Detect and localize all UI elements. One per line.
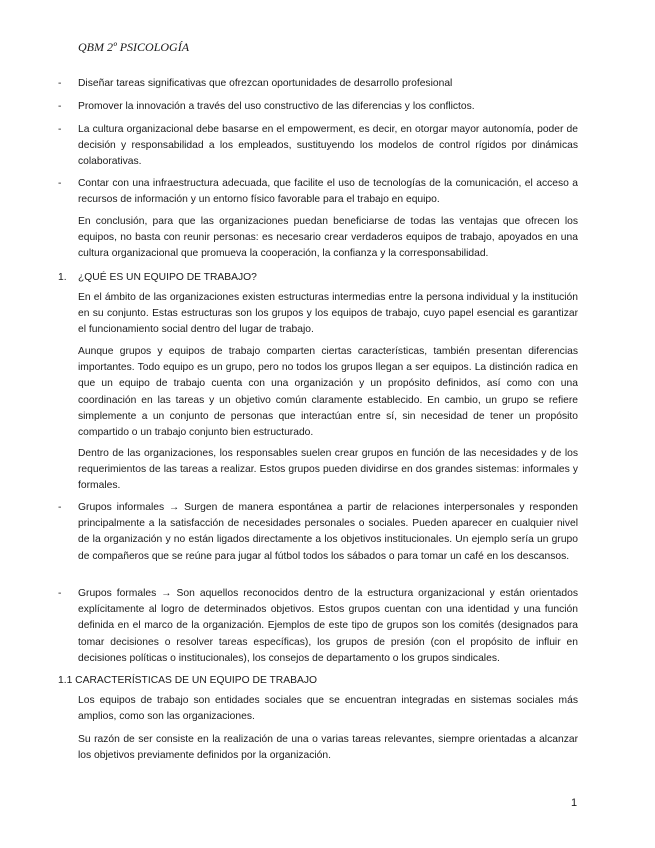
bullet-marker: - [58, 502, 62, 513]
subsection-paragraph: Los equipos de trabajo son entidades sociales que se encuentran integradas en sistemas sociales más amplios, como son las organizaciones. [78, 695, 578, 723]
conclusion-paragraph: En conclusión, para que las organizaciones puedan beneficiarse de todas las ventajas que ofrecen los equipos, no basta con reunir personas: es necesario crear verdaderos equipos de trabajo, apoyados en una cultura organizacional que promueva la cooperación, la confianza y la corresponsabilidad. [78, 216, 578, 260]
bullet-item: Grupos formales → Son aquellos reconocidos dentro de la estructura organizacional y están orientados explícitamente al logro de determinados objetivos. Estos grupos cuentan con una identidad y una función definida en el marco de la organización. Ejemplos de este tipo de grupos son los comités (designados para tomar decisiones o resolver tareas específicas), los grupos de presión (con el propósito de influir en decisiones políticas o institucionales), los consejos de departamento o los grupos sindicales. [78, 588, 578, 664]
bullet-item: Diseñar tareas significativas que ofrezcan oportunidades de desarrollo profesional [78, 78, 453, 89]
subsection-paragraph: Su razón de ser consiste en la realización de una o varias tareas relevantes, siempre orientadas a alcanzar los objetivos previamente definidos por la organización. [78, 734, 578, 762]
section-paragraph: Aunque grupos y equipos de trabajo comparten ciertas características, también presentan diferencias importantes. Todo equipo es un grupo, pero no todos los grupos llegan a ser equipos. La distinción radica en que un equipo de trabajo cuenta con una organización y un propósito definidos, así como con una coordinación en las tareas y un objetivo común claramente establecido. En cambio, un grupo se refiere simplemente a un conjunto de personas que interactúan entre sí, sin necesidad de tener un propósito compartido o un trabajo conjunto bien estructurado. [78, 346, 578, 439]
bullet-marker: - [58, 178, 62, 189]
page-number: 1 [571, 797, 578, 809]
bullet-item: Promover la innovación a través del uso constructivo de las diferencias y los conflictos. [78, 101, 475, 112]
section-title: ¿QUÉ ES UN EQUIPO DE TRABAJO? [78, 272, 257, 283]
bullet-marker: - [58, 101, 62, 112]
bullet-item: Grupos informales → Surgen de manera espontánea a partir de relaciones interpersonales y responden principalmente a la satisfacción de necesidades personales o sociales. Pueden aparecer en cualquier nivel de la organización y no están ligados directamente a los objetivos institucionales. Un ejemplo sería un grupo de compañeros que se reúne para jugar al fútbol todos los sábados o para tomar un café en los descansos. [78, 502, 578, 562]
bullet-item: Contar con una infraestructura adecuada, que facilite el uso de tecnologías de la comunicación, el acceso a recursos de información y un entorno físico favorable para el trabajo en equipo. [78, 178, 578, 206]
bullet-marker: - [58, 78, 62, 89]
section-paragraph: Dentro de las organizaciones, los responsables suelen crear grupos en función de las necesidades y de los requerimientos de las tareas a realizar. Estos grupos pueden dividirse en dos grandes sistemas: informales y formales. [78, 448, 578, 492]
section-paragraph: En el ámbito de las organizaciones existen estructuras intermedias entre la persona individual y la institución en su conjunto. Estas estructuras son los grupos y los equipos de trabajo, cuyo papel esencial es garantizar el funcionamiento social dentro del lugar de trabajo. [78, 292, 578, 336]
bullet-marker: - [58, 124, 62, 135]
page-header: QBM 2º PSICOLOGÍA [78, 40, 190, 54]
bullet-item: La cultura organizacional debe basarse en el empowerment, es decir, en otorgar mayor autonomía, poder de decisión y responsabilidad a los empleados, sustituyendo los modelos de control rígidos por dinámicas colaborativas. [78, 124, 578, 168]
subsection-title: 1.1 CARACTERÍSTICAS DE UN EQUIPO DE TRABAJO [58, 675, 318, 686]
bullet-marker: - [58, 588, 62, 599]
section-number: 1. [58, 272, 67, 283]
